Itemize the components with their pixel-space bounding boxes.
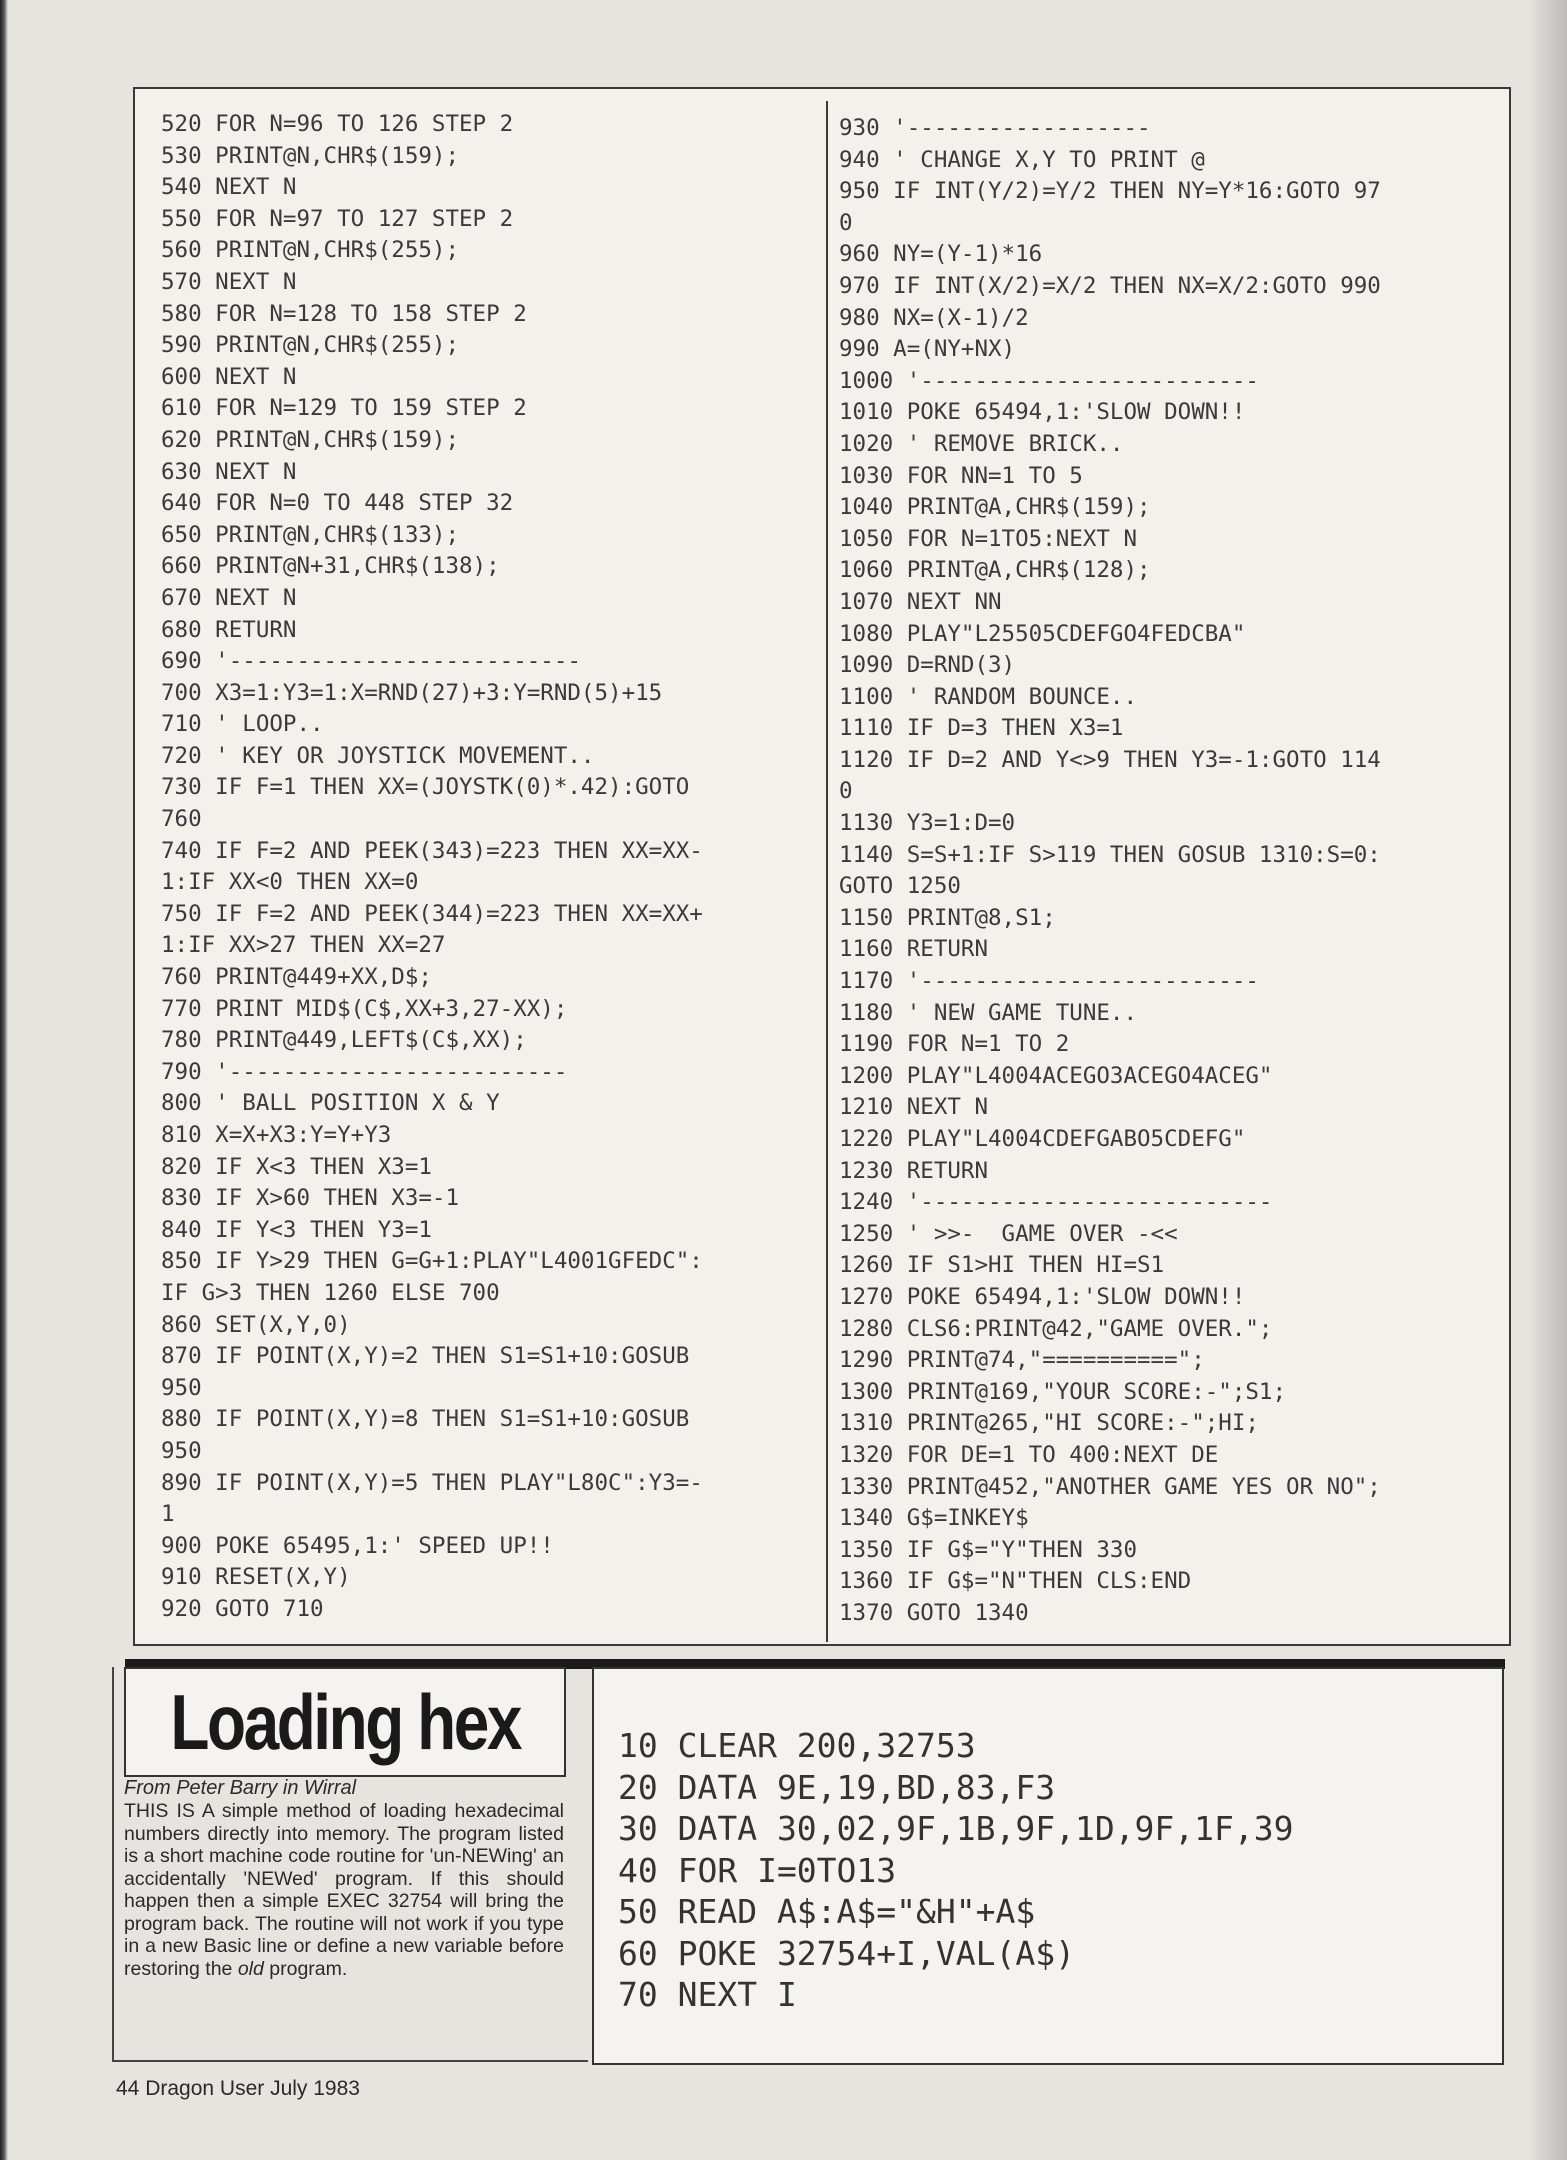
code-line: 1040 PRINT@A,CHR$(159);	[839, 494, 1151, 521]
article-bottom-rule	[112, 2060, 588, 2062]
code-line: 720 ' KEY OR JOYSTICK MOVEMENT..	[161, 742, 595, 769]
code-line: 1:IF XX>27 THEN XX=27	[161, 932, 446, 959]
code-line: 20 DATA 9E,19,BD,83,F3	[618, 1767, 1056, 1807]
code-line: 780 PRINT@449,LEFT$(C$,XX);	[161, 1027, 527, 1054]
code-line: 640 FOR N=0 TO 448 STEP 32	[161, 490, 514, 517]
code-line: 890 IF POINT(X,Y)=5 THEN PLAY"L80C":Y3=-	[161, 1469, 703, 1496]
code-line: 1170 '-------------------------	[839, 968, 1259, 995]
code-line: 570 NEXT N	[161, 268, 297, 295]
code-line: 1120 IF D=2 AND Y<>9 THEN Y3=-1:GOTO 114	[839, 746, 1381, 773]
code-line: 700 X3=1:Y3=1:X=RND(27)+3:Y=RND(5)+15	[161, 679, 663, 706]
basic-listing-frame	[133, 87, 1511, 1646]
code-line: 600 NEXT N	[161, 363, 297, 390]
code-line: 850 IF Y>29 THEN G=G+1:PLAY"L4001GFEDC":	[161, 1248, 703, 1275]
code-line: 1210 NEXT N	[839, 1094, 989, 1121]
code-line: 1070 NEXT NN	[839, 588, 1002, 615]
code-line: 750 IF F=2 AND PEEK(344)=223 THEN XX=XX+	[161, 900, 703, 927]
code-line: 1140 S=S+1:IF S>119 THEN GOSUB 1310:S=0:	[839, 841, 1381, 868]
code-line: 1200 PLAY"L4004ACEGO3ACEGO4ACEG"	[839, 1062, 1273, 1089]
code-line: 760	[161, 806, 202, 833]
code-line: 790 '-------------------------	[161, 1058, 568, 1085]
code-line: 950 IF INT(Y/2)=Y/2 THEN NY=Y*16:GOTO 97	[839, 178, 1381, 205]
code-line: 1150 PRINT@8,S1;	[839, 904, 1056, 931]
article-body	[124, 1776, 564, 1980]
article-left-rule	[112, 1667, 114, 2062]
article-text-main: THIS IS A simple method of loading hexadecimal numbers directly into memory. The program listed is a short machine code routine for 'un-NEWing' an accidentally 'NEWed' program. If this should happen then a simple EXEC 32754 will bring the program back. The routine will not work if you type in a new Basic line or define a new variable before restoring the	[124, 1800, 564, 1980]
code-line: 560 PRINT@N,CHR$(255);	[161, 237, 460, 264]
code-line: 930 '------------------	[839, 115, 1151, 141]
code-line: 670 NEXT N	[161, 584, 297, 611]
code-line: 610 FOR N=129 TO 159 STEP 2	[161, 395, 527, 422]
code-line: 1180 ' NEW GAME TUNE..	[839, 999, 1138, 1026]
code-line: 620 PRINT@N,CHR$(159);	[161, 426, 460, 453]
code-line: 580 FOR N=128 TO 158 STEP 2	[161, 300, 527, 327]
code-line: 30 DATA 30,02,9F,1B,9F,1D,9F,1F,39	[618, 1809, 1294, 1848]
code-line: 1160 RETURN	[839, 936, 989, 963]
code-line: 970 IF INT(X/2)=X/2 THEN NX=X/2:GOTO 990	[839, 272, 1381, 299]
hex-listing	[618, 1725, 1294, 2016]
code-line: 550 FOR N=97 TO 127 STEP 2	[161, 205, 514, 232]
code-line: 820 IF X<3 THEN X3=1	[161, 1153, 432, 1180]
code-line: 920 GOTO 710	[161, 1595, 324, 1622]
page-binding-edge	[0, 0, 8, 2160]
code-line: 1020 ' REMOVE BRICK..	[839, 430, 1124, 457]
code-line: 1010 POKE 65494,1:'SLOW DOWN!!	[839, 399, 1246, 426]
code-line: 1350 IF G$="Y"THEN 330	[839, 1536, 1138, 1563]
code-line: 60 POKE 32754+I,VAL(A$)	[618, 1933, 1075, 1973]
code-line: 1310 PRINT@265,"HI SCORE:-";HI;	[839, 1410, 1259, 1437]
code-line: 1300 PRINT@169,"YOUR SCORE:-";S1;	[839, 1378, 1287, 1405]
code-line: 690 '--------------------------	[161, 648, 581, 675]
code-line: 910 RESET(X,Y)	[161, 1564, 351, 1591]
code-line: 590 PRINT@N,CHR$(255);	[161, 332, 460, 359]
article-byline: From Peter Barry in Wirral	[124, 1777, 357, 1799]
code-line: 0	[839, 778, 853, 805]
code-line: 1:IF XX<0 THEN XX=0	[161, 869, 419, 896]
listing-column-right	[839, 113, 1499, 1630]
code-line: 660 PRINT@N+31,CHR$(138);	[161, 553, 500, 580]
code-line: 1080 PLAY"L25505CDEFGO4FEDCBA"	[839, 620, 1246, 647]
code-line: 1030 FOR NN=1 TO 5	[839, 462, 1083, 489]
code-line: 870 IF POINT(X,Y)=2 THEN S1=S1+10:GOSUB	[161, 1343, 690, 1370]
code-line: 1280 CLS6:PRINT@42,"GAME OVER.";	[839, 1315, 1273, 1342]
code-line: 680 RETURN	[161, 616, 297, 643]
code-line: 1220 PLAY"L4004CDEFGABO5CDEFG"	[839, 1126, 1246, 1152]
hex-listing-box	[592, 1667, 1504, 2065]
code-line: 1110 IF D=3 THEN X3=1	[839, 715, 1124, 742]
page-footer: 44 Dragon User July 1983	[116, 2077, 360, 2100]
article-title: Loading hex	[170, 1677, 520, 1766]
code-line: 70 NEXT I	[618, 1975, 797, 2014]
code-line: 1290 PRINT@74,"==========";	[839, 1347, 1205, 1374]
code-line: 1060 PRINT@A,CHR$(128);	[839, 557, 1151, 584]
code-line: 1250 ' >>- GAME OVER -<<	[839, 1220, 1178, 1247]
code-line: GOTO 1250	[839, 873, 961, 900]
code-line: 740 IF F=2 AND PEEK(343)=223 THEN XX=XX-	[161, 837, 703, 864]
code-line: 520 FOR N=96 TO 126 STEP 2	[161, 111, 514, 137]
code-line: 540 NEXT N	[161, 174, 297, 201]
code-line: 1	[161, 1501, 175, 1528]
code-line: 1320 FOR DE=1 TO 400:NEXT DE	[839, 1441, 1219, 1468]
code-line: 40 FOR I=0TO13	[618, 1850, 897, 1890]
code-line: 860 SET(X,Y,0)	[161, 1311, 351, 1338]
code-line: 1130 Y3=1:D=0	[839, 810, 1016, 837]
code-line: 800 ' BALL POSITION X & Y	[161, 1090, 500, 1117]
code-line: 940 ' CHANGE X,Y TO PRINT @	[839, 146, 1205, 173]
code-line: 900 POKE 65495,1:' SPEED UP!!	[161, 1532, 554, 1559]
code-line: 10 CLEAR 200,32753	[618, 1726, 976, 1765]
code-line: 830 IF X>60 THEN X3=-1	[161, 1185, 460, 1212]
code-line: 710 ' LOOP..	[161, 711, 324, 738]
code-line: 1050 FOR N=1TO5:NEXT N	[839, 525, 1138, 552]
code-line: 1370 GOTO 1340	[839, 1599, 1029, 1626]
article-title-box	[124, 1667, 566, 1777]
code-line: 1330 PRINT@452,"ANOTHER GAME YES OR NO";	[839, 1473, 1381, 1500]
article-text	[124, 1800, 564, 1980]
code-line: 0	[839, 209, 853, 236]
code-line: 1360 IF G$="N"THEN CLS:END	[839, 1568, 1192, 1595]
code-line: 990 A=(NY+NX)	[839, 336, 1016, 363]
code-line: 840 IF Y<3 THEN Y3=1	[161, 1216, 432, 1243]
column-divider	[826, 101, 828, 1642]
code-line: 770 PRINT MID$(C$,XX+3,27-XX);	[161, 995, 568, 1022]
code-line: 1340 G$=INKEY$	[839, 1505, 1029, 1532]
code-line: 950	[161, 1437, 202, 1464]
code-line: 1260 IF S1>HI THEN HI=S1	[839, 1252, 1165, 1279]
code-line: 880 IF POINT(X,Y)=8 THEN S1=S1+10:GOSUB	[161, 1406, 690, 1433]
code-line: 760 PRINT@449+XX,D$;	[161, 964, 432, 991]
code-line: 960 NY=(Y-1)*16	[839, 241, 1043, 268]
code-line: 530 PRINT@N,CHR$(159);	[161, 142, 460, 169]
code-line: 630 NEXT N	[161, 458, 297, 485]
code-line: 1100 ' RANDOM BOUNCE..	[839, 683, 1138, 710]
code-line: 1190 FOR N=1 TO 2	[839, 1031, 1070, 1058]
code-line: 1090 D=RND(3)	[839, 652, 1016, 679]
article-text-old: old	[237, 1957, 264, 1980]
code-line: 1270 POKE 65494,1:'SLOW DOWN!!	[839, 1283, 1246, 1310]
code-line: 810 X=X+X3:Y=Y+Y3	[161, 1122, 392, 1148]
code-line: 1230 RETURN	[839, 1157, 989, 1184]
code-line: 950	[161, 1374, 202, 1401]
article-text-end: program.	[263, 1957, 348, 1980]
code-line: IF G>3 THEN 1260 ELSE 700	[161, 1279, 500, 1306]
code-line: 1240 '--------------------------	[839, 1189, 1273, 1216]
code-line: 1000 '-------------------------	[839, 367, 1259, 394]
code-line: 980 NX=(X-1)/2	[839, 304, 1029, 331]
code-line: 50 READ A$:A$="&H"+A$	[618, 1892, 1036, 1931]
code-line: 650 PRINT@N,CHR$(133);	[161, 521, 460, 548]
code-line: 730 IF F=1 THEN XX=(JOYSTK(0)*.42):GOTO	[161, 774, 690, 801]
listing-column-left	[161, 109, 801, 1626]
page-shadow-edge	[1527, 0, 1567, 2160]
